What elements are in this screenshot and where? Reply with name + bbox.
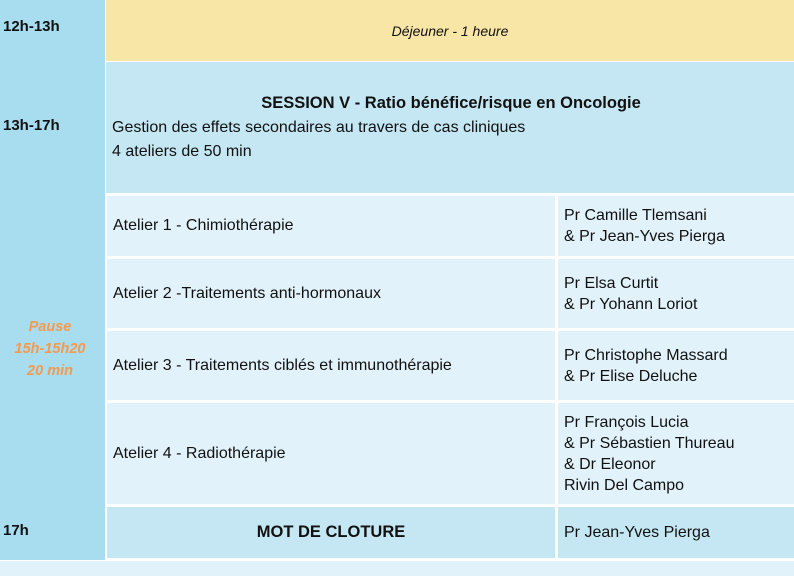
closing-speaker-cell xyxy=(558,507,794,558)
atelier-2-title-cell xyxy=(107,259,555,328)
atelier-title: Atelier 3 - Traitements ciblés et immunothérapie xyxy=(113,356,452,374)
bottom-strip xyxy=(0,561,794,576)
speaker-name: & Pr Elise Deluche xyxy=(564,367,698,385)
atelier-title: Atelier 4 - Radiothérapie xyxy=(113,444,286,462)
speaker-name: Pr Camille Tlemsani xyxy=(564,207,707,224)
session-header xyxy=(106,62,794,193)
speaker-name: Pr François Lucia xyxy=(564,413,689,431)
atelier-4-title-cell xyxy=(107,403,555,504)
time-column xyxy=(0,0,105,560)
session-title: SESSION V - Ratio bénéfice/risque en Oncologie xyxy=(261,94,641,112)
speaker-name: Pr Jean-Yves Pierga xyxy=(564,524,710,541)
pause-duration: 20 min xyxy=(27,363,73,379)
pause-label xyxy=(0,316,100,382)
pause-title: Pause xyxy=(28,319,72,335)
time-closing: 17h xyxy=(3,522,29,539)
pause-time: 15h-15h20 xyxy=(14,341,86,357)
atelier-title: Atelier 2 -Traitements anti-hormonaux xyxy=(113,284,381,302)
atelier-3-title-cell xyxy=(107,331,555,400)
lunch-text: Déjeuner - 1 heure xyxy=(391,22,509,39)
closing-title: MOT DE CLOTURE xyxy=(256,523,406,541)
speaker-name: Pr Elsa Curtit xyxy=(564,274,659,292)
time-lunch: 12h-13h xyxy=(3,18,60,35)
speaker-name: & Dr Eleonor xyxy=(564,455,656,473)
lunch-row xyxy=(106,0,794,61)
atelier-1-title-cell xyxy=(107,196,555,256)
speaker-name: Pr Christophe Massard xyxy=(564,346,728,364)
atelier-3-speakers-cell xyxy=(558,331,794,400)
closing-title-cell xyxy=(107,507,555,558)
speaker-name: & Pr Yohann Loriot xyxy=(564,295,698,313)
atelier-4-speakers-cell xyxy=(558,403,794,504)
atelier-title: Atelier 1 - Chimiothérapie xyxy=(113,217,294,234)
session-format: 4 ateliers de 50 min xyxy=(112,143,252,160)
speaker-name: Rivin Del Campo xyxy=(564,476,685,494)
session-description: Gestion des effets secondaires au travers de cas cliniques xyxy=(112,119,526,136)
speaker-name: & Pr Sébastien Thureau xyxy=(564,434,735,452)
atelier-1-speakers-cell xyxy=(558,196,794,256)
speaker-name: & Pr Jean-Yves Pierga xyxy=(564,228,725,245)
atelier-2-speakers-cell xyxy=(558,259,794,328)
time-session: 13h-17h xyxy=(3,117,60,134)
